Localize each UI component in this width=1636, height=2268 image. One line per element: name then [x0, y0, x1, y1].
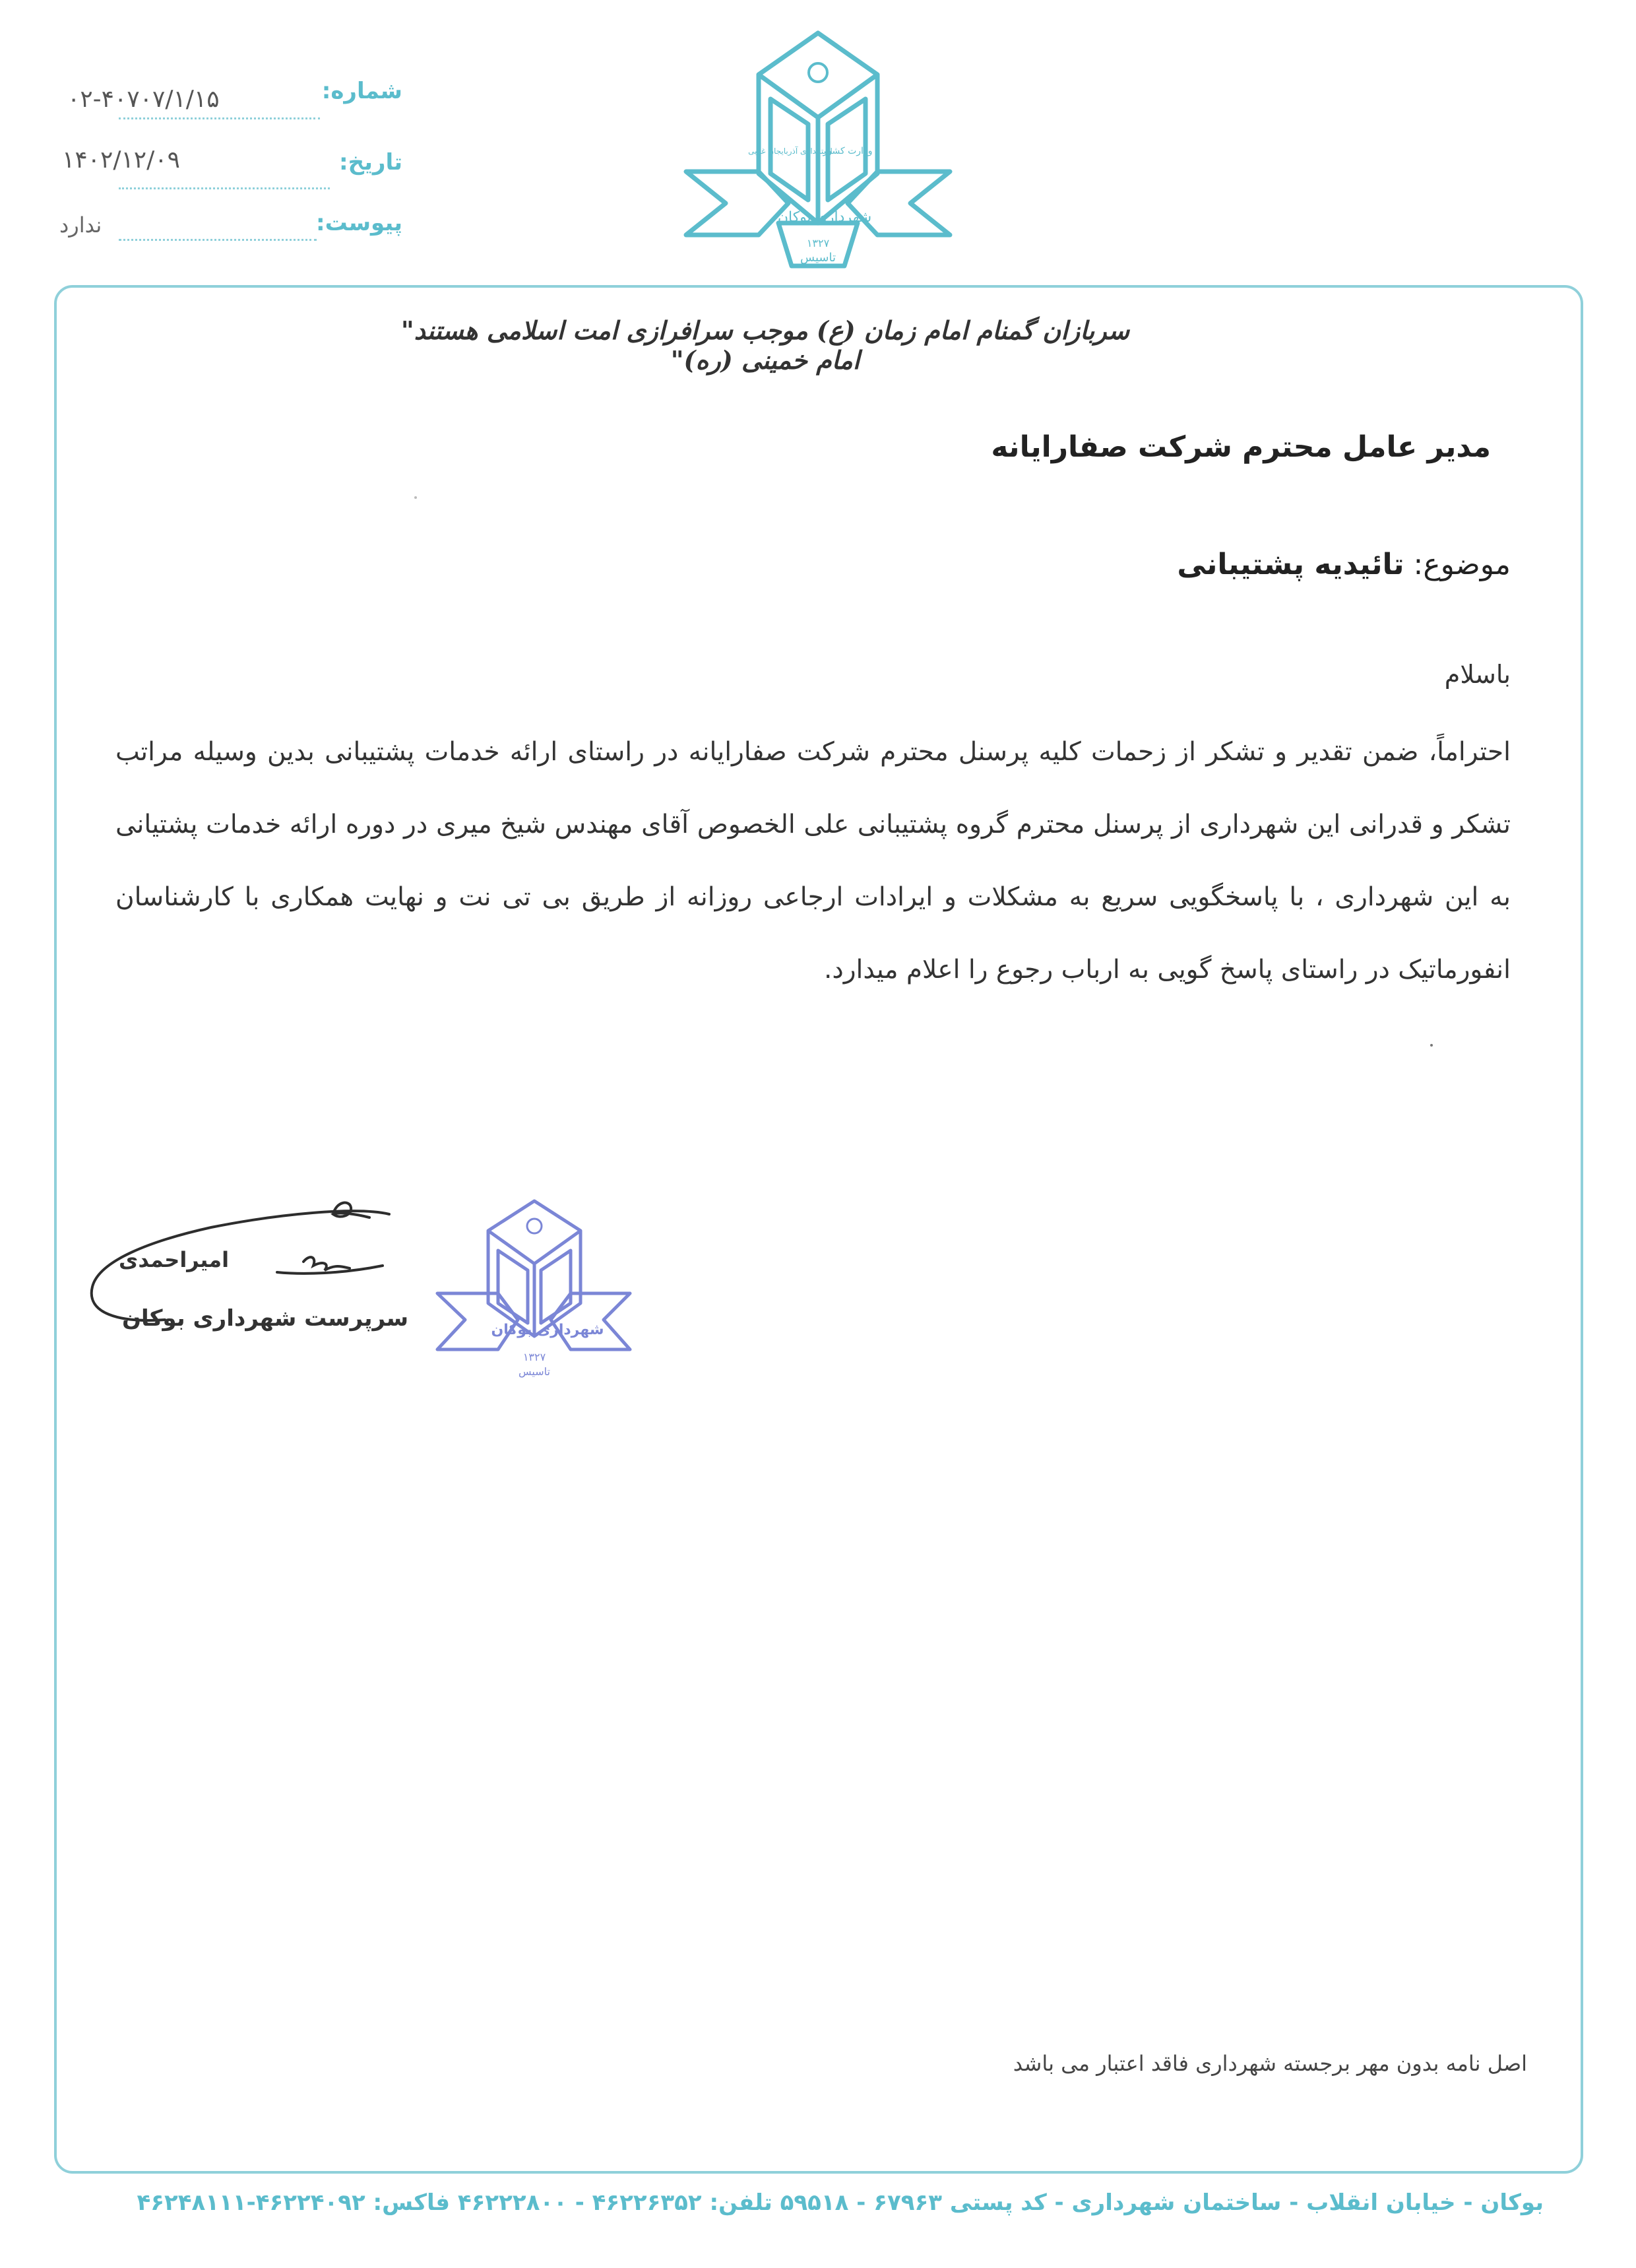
subject-line: [1177, 548, 1511, 581]
stamp-year-text: ۱۳۲۷: [522, 1351, 546, 1363]
logo-ministry-text: وزارت کشور: [823, 146, 873, 156]
number-label: شماره:: [321, 78, 402, 104]
number-value: ۰۲-۴۰۷۰۷/۱/۱۵: [67, 86, 220, 113]
date-label: تاریخ:: [339, 149, 402, 176]
letter-number-row: [59, 78, 402, 131]
greeting: باسلام: [1444, 660, 1511, 689]
attachment-value: ندارد: [59, 212, 102, 238]
signer-title: سرپرست شهرداری بوکان: [122, 1305, 409, 1332]
logo-year-text: ۱۳۲۷: [806, 237, 830, 249]
official-stamp: [432, 1188, 637, 1386]
municipality-logo: [679, 25, 957, 269]
stamp-text: شهرداری بوکان: [491, 1322, 604, 1338]
signer-name: امیراحمدی: [119, 1247, 230, 1272]
date-value: ۱۴۰۲/۱۲/۰۹: [62, 146, 180, 174]
stamp-founded-text: تاسیس: [519, 1365, 550, 1378]
speck: [1430, 1044, 1433, 1047]
logo-founded-text: تاسیس: [800, 251, 836, 265]
letter-date-row: [59, 146, 402, 202]
validity-footnote: اصل نامه بدون مهر برجسته شهرداری فاقد اعتبار می باشد: [1013, 2051, 1527, 2076]
subject-value: تائیدیه پشتیبانی: [1177, 548, 1404, 581]
speck: [414, 496, 417, 499]
letter-attachment-row: [59, 210, 402, 263]
logo-emblem-text: شهرداری بوکان: [777, 209, 872, 226]
logo-province-text: استانداری آذربایجان غربی: [748, 146, 833, 156]
recipient: مدیر عامل محترم شرکت صفارایانه: [991, 430, 1491, 464]
contact-address: بوکان - خیابان انقلاب - ساختمان شهرداری - کد پستی ۶۷۹۶۳ - ۵۹۵۱۸ تلفن: ۴۶۲۲۶۳۵۲ - ۴۶۲۲۲۸۰۰ فاکس: ۴۶۲۲۴۰۹۲-۴۶۲۴۸۱۱۱: [137, 2189, 1544, 2216]
slogan: سربازان گمنام امام زمان (ع) موجب سرافرازی امت اسلامی هستند" امام خمینی (ره)": [400, 315, 1130, 375]
subject-label: موضوع:: [1413, 548, 1511, 581]
letter-body: احتراماً، ضمن تقدیر و تشکر از زحمات کلیه پرسنل محترم شرکت صفارایانه در راستای ارائه خدمات پشتیبانی بدین وسیله مراتب تشکر و قدرانی این شهرداری از پرسنل محترم گروه پشتیبانی علی الخصوص آقای مهندس شیخ میری در دوره ارائه خدمات پشتیانی به این شهرداری ، با پاسخگویی سریع به مشکلات و ایرادات ارجاعی روزانه از طریق بی تی نت و نهایت همکاری با کارشناسان انفورماتیک در راستای پاسخ گویی به ارباب رجوع را اعلام میدارد.: [115, 737, 1511, 985]
attachment-label: پیوست:: [316, 210, 402, 236]
